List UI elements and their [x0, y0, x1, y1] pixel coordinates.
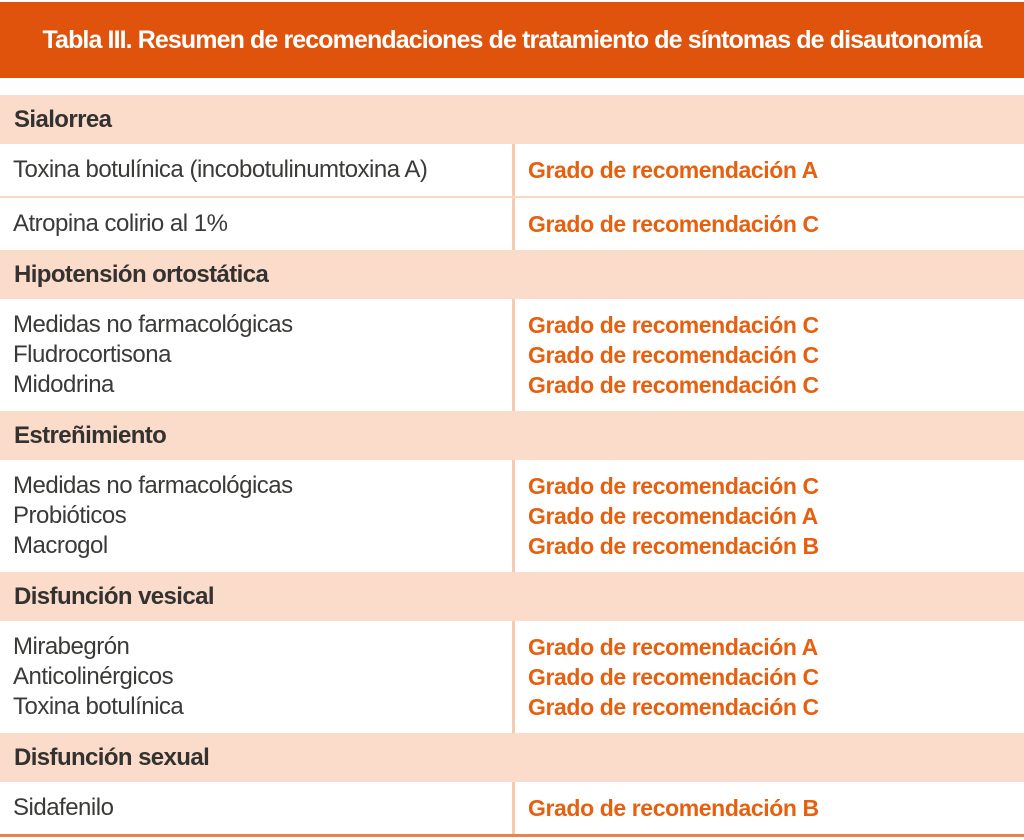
treatment-label: Macrogol	[13, 532, 108, 559]
table-section	[0, 250, 1024, 411]
grade-cell	[512, 460, 1024, 572]
table-row	[0, 460, 1024, 572]
grade-label: Grado de recomendación C	[528, 312, 819, 338]
table-row	[0, 299, 1024, 411]
treatment-label: Toxina botulínica	[13, 693, 184, 720]
table-title-band	[0, 2, 1024, 78]
section-title: Disfunción sexual	[14, 743, 210, 771]
section-header	[0, 411, 1024, 460]
grade-cell	[512, 621, 1024, 733]
grade-label: Grado de recomendación A	[528, 634, 818, 660]
table-body	[0, 95, 1024, 834]
treatment-label: Toxina botulínica (incobotulinumtoxina A)	[13, 156, 428, 183]
table-row	[0, 144, 1024, 196]
treatment-cell	[0, 144, 512, 196]
table-row	[0, 196, 1024, 250]
treatment-cell	[0, 460, 512, 572]
grade-label: Grado de recomendación A	[528, 157, 818, 183]
section-title: Sialorrea	[14, 105, 112, 133]
table-section	[0, 411, 1024, 572]
table-row	[0, 782, 1024, 834]
table-section	[0, 95, 1024, 250]
grade-cell	[512, 782, 1024, 834]
treatment-label: Medidas no farmacológicas	[13, 472, 293, 499]
treatment-label: Probióticos	[13, 502, 127, 529]
grade-label: Grado de recomendación C	[528, 211, 819, 237]
grade-cell	[512, 299, 1024, 411]
treatment-label: Mirabegrón	[13, 633, 130, 660]
grade-label: Grado de recomendación C	[528, 473, 819, 499]
grade-cell	[512, 144, 1024, 196]
treatment-label: Sidafenilo	[13, 794, 114, 821]
treatment-cell	[0, 782, 512, 834]
grade-cell	[512, 198, 1024, 250]
grade-label: Grado de recomendación B	[528, 533, 819, 559]
header-gap	[0, 78, 1024, 95]
grade-label: Grado de recomendación C	[528, 342, 819, 368]
section-header	[0, 572, 1024, 621]
treatment-cell	[0, 299, 512, 411]
treatment-label: Midodrina	[13, 371, 114, 398]
grade-label: Grado de recomendación A	[528, 503, 818, 529]
section-header	[0, 95, 1024, 144]
section-header	[0, 250, 1024, 299]
section-title: Disfunción vesical	[14, 582, 214, 610]
treatment-label: Fludrocortisona	[13, 341, 171, 368]
treatment-label: Medidas no farmacológicas	[13, 311, 293, 338]
section-title: Hipotensión ortostática	[14, 260, 269, 288]
treatment-label: Atropina colirio al 1%	[13, 210, 228, 237]
grade-label: Grado de recomendación C	[528, 694, 819, 720]
grade-label: Grado de recomendación B	[528, 795, 819, 821]
table-section	[0, 733, 1024, 834]
table-row	[0, 621, 1024, 733]
section-header	[0, 733, 1024, 782]
grade-label: Grado de recomendación C	[528, 664, 819, 690]
table-section	[0, 572, 1024, 733]
treatment-cell	[0, 198, 512, 250]
treatment-label: Anticolinérgicos	[13, 663, 174, 690]
section-title: Estreñimiento	[14, 421, 167, 449]
table-title: Tabla III. Resumen de recomendaciones de tratamiento de síntomas de disautonomía	[42, 25, 982, 54]
grade-label: Grado de recomendación C	[528, 372, 819, 398]
treatment-cell	[0, 621, 512, 733]
